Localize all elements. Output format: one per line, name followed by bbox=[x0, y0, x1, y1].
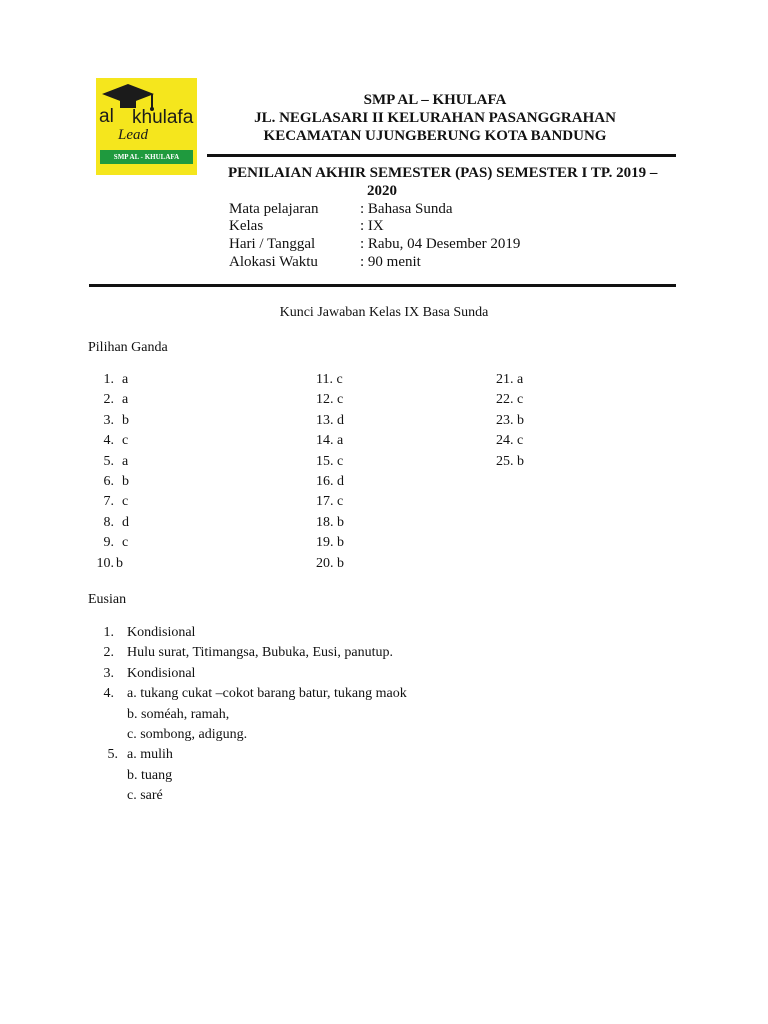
list-item: 23. b bbox=[496, 412, 524, 428]
list-item: 17. c bbox=[316, 494, 344, 510]
mc-column-2 bbox=[316, 370, 344, 574]
info-value-subject: : Bahasa Sunda bbox=[360, 201, 453, 217]
list-item: 3. Kondisional bbox=[103, 665, 196, 681]
list-item: 11. c bbox=[316, 372, 343, 387]
list-item: 19. b bbox=[316, 535, 344, 551]
school-address: JL. NEGLASARI II KELURAHAN PASANGGRAHAN bbox=[254, 110, 616, 126]
list-item: 16. d bbox=[316, 474, 344, 490]
list-item: 3. b bbox=[103, 412, 129, 428]
logo-text-lead: Lead bbox=[118, 127, 148, 143]
list-item: 2. a bbox=[103, 392, 129, 408]
list-item: 21. a bbox=[496, 372, 524, 387]
info-label-date: Hari / Tanggal bbox=[229, 236, 316, 252]
info-label-class: Kelas bbox=[229, 218, 264, 234]
school-name: SMP AL – KHULAFA bbox=[363, 92, 507, 108]
list-item: 5. a. mulih b. tuang c. saré bbox=[107, 747, 173, 804]
list-item: 1. Kondisional bbox=[103, 625, 196, 640]
school-logo bbox=[96, 78, 197, 175]
list-item: 5. a bbox=[103, 453, 129, 469]
list-item: 1. a bbox=[103, 372, 129, 387]
info-value-class: : IX bbox=[360, 218, 384, 234]
list-item: 13. d bbox=[316, 412, 344, 428]
school-district: KECAMATAN UJUNGBERUNG KOTA BANDUNG bbox=[263, 128, 607, 144]
mc-column-3 bbox=[496, 370, 524, 472]
list-item: 4. c bbox=[103, 433, 129, 449]
info-value-duration: : 90 menit bbox=[360, 254, 421, 270]
list-item: 4. a. tukang cukat –cokot barang batur, tukang maok b. soméah, ramah, c. sombong, adigung. bbox=[103, 686, 407, 743]
list-item: 2. Hulu surat, Titimangsa, Bubuka, Eusi, panutup. bbox=[103, 645, 393, 661]
exam-title: PENILAIAN AKHIR SEMESTER (PAS) SEMESTER I TP. 2019 – bbox=[228, 165, 658, 181]
exam-title-year: 2020 bbox=[367, 183, 397, 199]
section-divider bbox=[89, 284, 676, 287]
list-item: 18. b bbox=[316, 514, 344, 530]
logo-text-al: al bbox=[99, 106, 114, 127]
list-item: 8. d bbox=[103, 514, 129, 530]
list-item: 10. b bbox=[96, 555, 123, 571]
list-item: 24. c bbox=[496, 433, 524, 449]
answer-key-title: Kunci Jawaban Kelas IX Basa Sunda bbox=[279, 305, 489, 320]
multiple-choice-heading: Pilihan Ganda bbox=[88, 340, 168, 355]
logo-text-khulafa: khulafa bbox=[132, 107, 194, 128]
list-item: 9. c bbox=[103, 535, 129, 551]
list-item: 6. b bbox=[103, 474, 129, 490]
info-label-subject: Mata pelajaran bbox=[229, 201, 319, 217]
info-value-date: : Rabu, 04 Desember 2019 bbox=[360, 236, 521, 252]
list-item: 7. c bbox=[103, 494, 129, 510]
list-item: 22. c bbox=[496, 392, 524, 408]
essay-heading: Eusian bbox=[88, 592, 127, 607]
list-item: 20. b bbox=[316, 555, 344, 571]
mc-column-1 bbox=[88, 370, 129, 574]
essay-list bbox=[92, 623, 692, 807]
logo-ribbon: SMP AL - KHULAFA bbox=[100, 150, 193, 164]
list-item: 15. c bbox=[316, 453, 344, 469]
list-item: 14. a bbox=[316, 433, 344, 449]
info-label-duration: Alokasi Waktu bbox=[229, 254, 318, 270]
header-divider bbox=[207, 154, 676, 157]
list-item: 25. b bbox=[496, 453, 524, 469]
list-item: 12. c bbox=[316, 392, 344, 408]
